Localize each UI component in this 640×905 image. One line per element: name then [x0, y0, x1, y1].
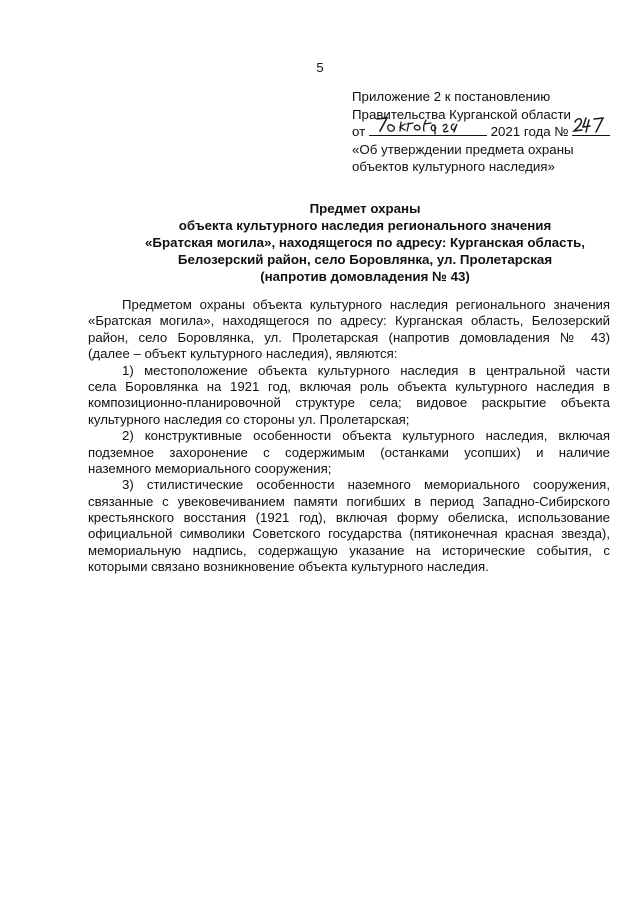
date-blank	[369, 123, 487, 136]
text-line: связанные с увековечиванием памяти погибших в период Западно-Сибирского	[88, 493, 610, 509]
title-line: Предмет охраны	[309, 201, 421, 216]
paragraph-intro	[88, 297, 610, 363]
text-line: Предметом охраны объекта культурного наследия регионального значения	[122, 297, 610, 312]
text-line: официальной символики Советского государства (пятиконечная красная звезда),	[88, 526, 610, 542]
annex-line: Приложение 2 к постановлению	[352, 89, 551, 104]
text-line: композиционно-планировочной структуре села; видовое раскрытие объекта	[88, 395, 610, 411]
text-line: села Боровлянка на 1921 год, включая роль объекта культурного наследия в	[88, 378, 610, 394]
text-line: «Братская могила», находящегося по адресу: Курганская область, Белозерский	[88, 313, 610, 329]
year-text: 2021 года №	[490, 124, 569, 139]
handwritten-number-signature	[572, 114, 610, 136]
text-line: наземного мемориального сооружения;	[88, 460, 332, 476]
text-line: мемориальную надпись, содержащую указание на исторические события, с	[88, 542, 610, 558]
title-line: (напротив домовладения № 43)	[260, 269, 470, 284]
document-title	[120, 200, 610, 285]
handwritten-date-signature	[369, 114, 487, 136]
title-line: Белозерский район, село Боровлянка, ул. Пролетарская	[177, 252, 553, 267]
number-blank	[572, 123, 610, 136]
from-label: от	[352, 124, 366, 139]
text-line: 2) конструктивные особенности объекта культурного наследия, включая	[122, 428, 610, 444]
page-number: 5	[316, 60, 324, 75]
text-line: район, село Боровлянка, ул. Пролетарская (напротив домовладения № 43)	[88, 329, 610, 345]
text-line: 3) стилистические особенности наземного мемориального сооружения,	[122, 477, 610, 493]
text-line: которыми связано возникновение объекта культурного наследия.	[88, 559, 489, 575]
annex-line: Правительства Курганской области	[352, 106, 571, 122]
text-line: подземное захоронение с содержимым (останками усопших) и наличие	[88, 444, 610, 460]
paragraph-item-1	[88, 363, 610, 429]
text-line: культурного наследия со стороны ул. Пролетарская;	[88, 411, 410, 427]
text-line: крестьянского восстания (1921 год), включая форму обелиска, использование	[88, 510, 610, 526]
paragraph-item-3	[88, 477, 610, 575]
text-line: 1) местоположение объекта культурного наследия в центральной части	[122, 362, 610, 378]
document-body	[88, 297, 610, 576]
paragraph-item-2	[88, 428, 610, 477]
annex-date-line	[352, 123, 612, 141]
title-line: «Братская могила», находящегося по адресу: Курганская область,	[145, 235, 585, 250]
annex-line: «Об утверждении предмета охраны	[352, 141, 574, 157]
title-line: объекта культурного наследия регионального значения	[178, 218, 552, 233]
annex-line: объектов культурного наследия»	[352, 159, 555, 174]
annex-header	[352, 88, 612, 176]
text-line: (далее – объект культурного наследия), являются:	[88, 346, 398, 362]
